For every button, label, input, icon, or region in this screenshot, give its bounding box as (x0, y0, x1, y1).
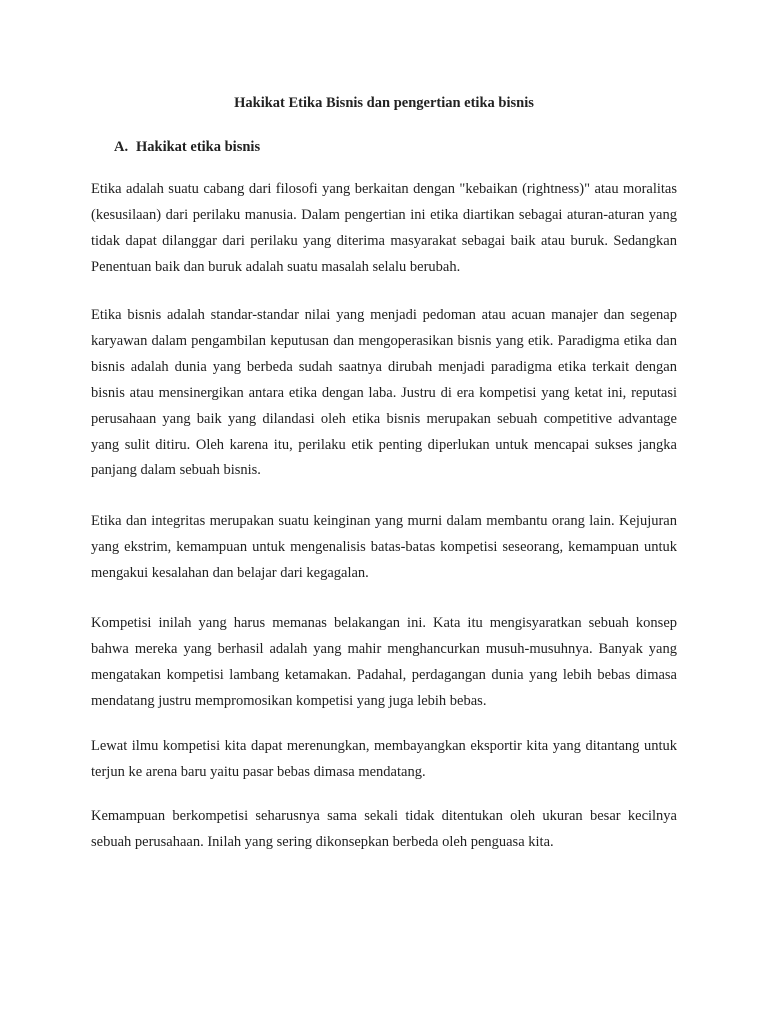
paragraph-kemampuan-berkompetisi: Kemampuan berkompetisi seharusnya sama sekali tidak ditentukan oleh ukuran besar kecilnya sebuah perusahaan. Inilah yang sering dikonsepkan berbeda oleh penguasa kita. (91, 808, 677, 850)
section-heading (114, 137, 260, 157)
document-title: Hakikat Etika Bisnis dan pengertian etika bisnis (234, 95, 534, 111)
paragraph-integritas: Etika dan integritas merupakan suatu keinginan yang murni dalam membantu orang lain. Kejujuran yang ekstrim, kemampuan untuk mengenalisis batas-batas kompetisi seseorang, kemampuan untuk mengakui kesalahan dan belajar dari kegagalan. (91, 513, 677, 581)
section-heading-text: Hakikat etika bisnis (136, 139, 261, 155)
paragraph-etika-definition: Etika adalah suatu cabang dari filosofi yang berkaitan dengan "kebaikan (rightness)" atau moralitas (kesusilaan) dari perilaku manusia. Dalam pengertian ini etika diartikan sebagai aturan-aturan yang tidak dapat dilanggar dari perilaku yang diterima masyarakat sebagai baik atau buruk. Sedangkan Penentuan baik dan buruk adalah suatu masalah selalu berubah. (91, 181, 677, 275)
section-marker: A. (114, 139, 129, 155)
paragraph-ilmu-kompetisi: Lewat ilmu kompetisi kita dapat merenungkan, membayangkan eksportir kita yang ditantang untuk terjun ke arena baru yaitu pasar bebas dimasa mendatang. (91, 738, 677, 780)
paragraph-etika-bisnis: Etika bisnis adalah standar-standar nilai yang menjadi pedoman atau acuan manajer dan segenap karyawan dalam pengambilan keputusan dan mengoperasikan bisnis yang etik. Paradigma etika dan bisnis adalah dunia yang berbeda sudah saatnya dirubah menjadi paradigma etika terkait dengan bisnis atau mensinergikan antara etika dengan laba. Justru di era kompetisi yang ketat ini, reputasi perusahaan yang baik yang dilandasi oleh etika bisnis merupakan sebuah competitive advantage yang sulit ditiru. Oleh karena itu, perilaku etik penting diperlukan untuk mencapai sukses jangka panjang dalam sebuah bisnis. (91, 307, 677, 479)
paragraph-kompetisi: Kompetisi inilah yang harus memanas belakangan ini. Kata itu mengisyaratkan sebuah konsep bahwa mereka yang berhasil adalah yang mahir menghancurkan musuh-musuhnya. Banyak yang mengatakan kompetisi lambang ketamakan. Padahal, perdagangan dunia yang lebih bebas dimasa mendatang justru mempromosikan kompetisi yang juga lebih bebas. (91, 615, 677, 709)
